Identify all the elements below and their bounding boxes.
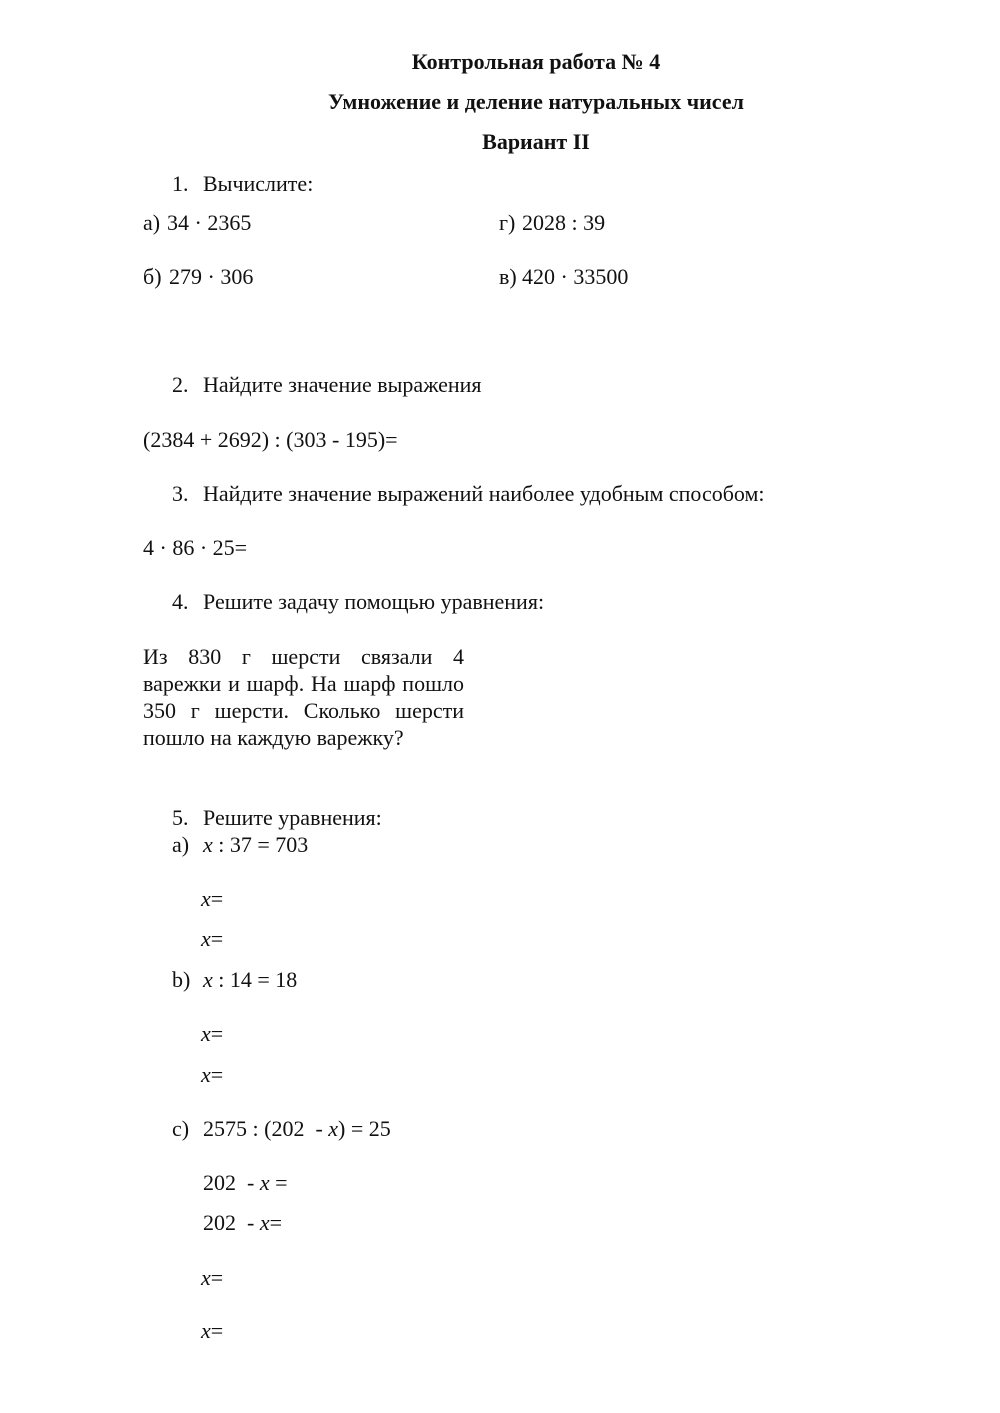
equation-c: 2575 : (202 - x) = 25 [203,1116,391,1141]
variable-x: x [203,832,213,857]
equation-a-label: а) [172,832,190,857]
task-5-number: 5. [172,805,189,830]
answer-line: 202 - x = [203,1170,288,1195]
answer-line: x= [201,1021,224,1046]
task-1-item-label: а) [143,210,161,235]
equation-b: x : 14 = 18 [203,967,298,992]
equation-b-label: b) [172,967,191,992]
task-1-item-expr: 279 · 306 [169,264,254,289]
page-subtitle: Умножение и деление натуральных чисел [328,89,744,114]
equation-a: x : 37 = 703 [203,832,309,857]
variable-x: x [203,967,213,992]
task-4-prompt: Решите задачу помощью уравнения: [203,589,545,614]
task-1-item-expr: 2028 : 39 [522,210,606,235]
variable-x: x [328,1116,339,1141]
task-2-expression: (2384 + 2692) : (303 - 195)= [143,427,398,452]
equation-c-label: c) [172,1116,190,1141]
task-1-item-label: б) [143,264,162,289]
task-1-prompt: Вычислите: [203,171,314,196]
variant-label: Вариант II [482,129,590,154]
task-1-number: 1. [172,171,189,196]
task-3-number: 3. [172,481,189,506]
answer-line: x= [201,926,224,951]
task-3-prompt: Найдите значение выражений наиболее удобным способом: [203,481,765,506]
page-title: Контрольная работа № 4 [411,49,661,74]
answer-line: x= [201,1062,224,1087]
answer-line: x= [201,886,224,911]
task-1-item-expr: 420 · 33500 [522,264,629,289]
task-3-expression: 4 · 86 · 25= [143,535,248,560]
task-4-problem-text: Из 830 г шерсти связали 4 варежки и шарф. На шарф пошло 350 г шерсти. Сколько шерсти пошло на каждую варежку? [143,644,464,750]
answer-line: x= [201,1265,224,1290]
task-1-item-expr: 34 · 2365 [167,210,252,235]
task-5-prompt: Решите уравнения: [203,805,382,830]
task-2-prompt: Найдите значение выражения [203,372,482,397]
task-2-number: 2. [172,372,189,397]
answer-line: 202 - x= [203,1210,283,1235]
task-1-item-label: г) [499,210,516,235]
task-1-item-label: в) [499,264,517,289]
task-4-number: 4. [172,589,189,614]
answer-line: x= [201,1318,224,1343]
